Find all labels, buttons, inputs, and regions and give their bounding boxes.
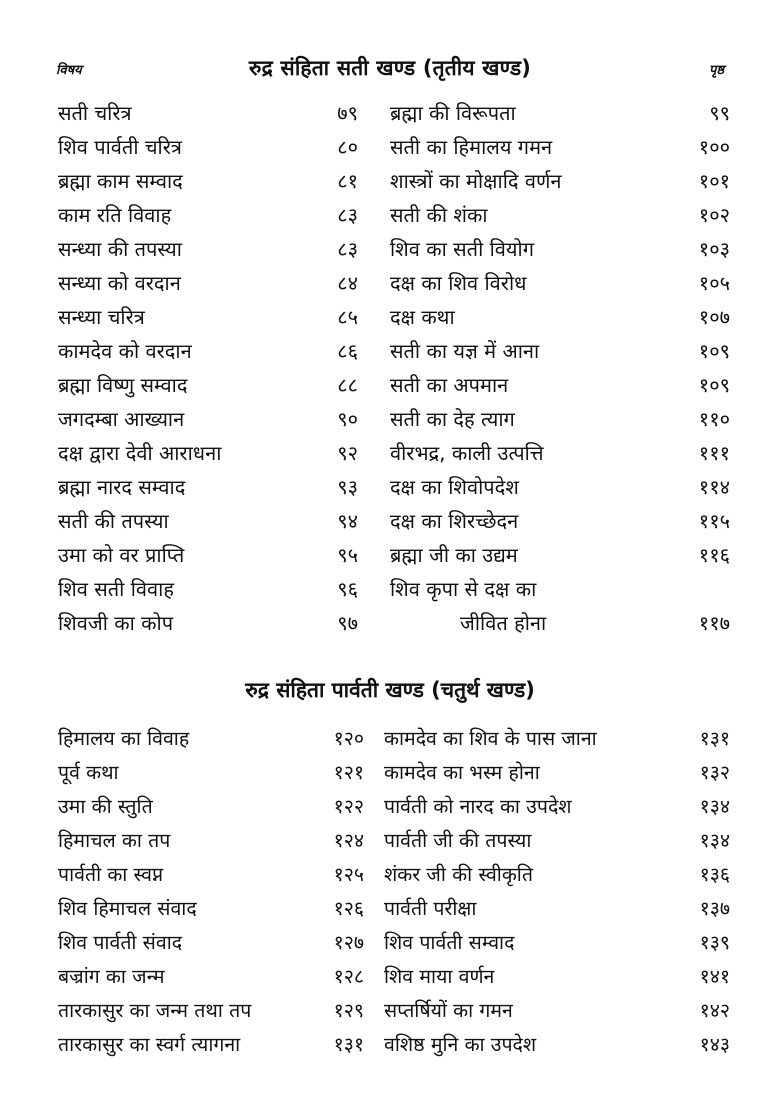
index-entry bbox=[390, 538, 730, 572]
entry-page: ११० bbox=[698, 407, 730, 431]
entry-topic: ब्रह्मा जी का उद्यम bbox=[390, 543, 518, 567]
topic-column-label: विषय bbox=[56, 63, 82, 78]
index-entry bbox=[58, 198, 358, 232]
entry-topic: सती का यज्ञ में आना bbox=[390, 339, 540, 363]
entry-topic: जगदम्बा आख्यान bbox=[58, 407, 185, 431]
entry-page: १०० bbox=[698, 135, 730, 159]
entry-page: १०९ bbox=[698, 373, 730, 397]
index-entry bbox=[384, 722, 730, 756]
parvati-khand-left-column bbox=[58, 722, 364, 1062]
entry-page: १२९ bbox=[333, 999, 364, 1022]
entry-page: ७९ bbox=[337, 101, 358, 125]
entry-topic: पार्वती का स्वप्न bbox=[58, 863, 164, 886]
entry-page: १४१ bbox=[699, 965, 730, 988]
index-entry bbox=[58, 266, 358, 300]
entry-page: ८८ bbox=[337, 373, 358, 397]
page-column-label: पृष्ठ bbox=[708, 63, 724, 78]
entry-topic: सन्ध्या की तपस्या bbox=[58, 237, 182, 261]
entry-topic: शास्त्रों का मोक्षादि वर्णन bbox=[390, 169, 562, 193]
entry-page: १२५ bbox=[333, 863, 364, 886]
entry-page: ८४ bbox=[337, 271, 358, 295]
index-entry bbox=[58, 606, 358, 640]
entry-topic: शिव सती विवाह bbox=[58, 577, 174, 601]
index-entry bbox=[384, 858, 730, 892]
entry-topic: सन्ध्या चरित्र bbox=[58, 305, 145, 329]
index-entry bbox=[390, 402, 730, 436]
entry-page: ११४ bbox=[698, 475, 730, 499]
index-entry bbox=[58, 824, 364, 858]
index-entry bbox=[384, 756, 730, 790]
index-entry bbox=[58, 470, 358, 504]
sati-khand-left-column bbox=[58, 96, 358, 640]
sati-khand-index bbox=[58, 96, 730, 640]
entry-page: १०९ bbox=[698, 339, 730, 363]
index-entry bbox=[58, 402, 358, 436]
entry-topic: दक्ष द्वारा देवी आराधना bbox=[58, 441, 222, 465]
entry-page: ८६ bbox=[337, 339, 358, 363]
entry-page: ८५ bbox=[337, 305, 358, 329]
sati-khand-right-column bbox=[390, 96, 730, 640]
index-entry bbox=[390, 198, 730, 232]
entry-topic: कामदेव का भस्म होना bbox=[384, 761, 540, 784]
entry-page: १३६ bbox=[699, 863, 730, 886]
entry-page: ८३ bbox=[337, 237, 358, 261]
entry-page: १०३ bbox=[698, 237, 730, 261]
index-entry bbox=[390, 470, 730, 504]
entry-topic: हिमाचल का तप bbox=[58, 829, 171, 852]
index-entry bbox=[58, 538, 358, 572]
index-entry bbox=[58, 436, 358, 470]
entry-page: १०१ bbox=[698, 169, 730, 193]
entry-page: १३१ bbox=[699, 727, 730, 750]
entry-page: १२२ bbox=[333, 795, 364, 818]
entry-topic: सप्तर्षियों का गमन bbox=[384, 999, 513, 1022]
entry-topic: उमा की स्तुति bbox=[58, 795, 153, 818]
entry-topic: बज्रांग का जन्म bbox=[58, 965, 165, 988]
index-entry bbox=[58, 232, 358, 266]
index-entry bbox=[58, 334, 358, 368]
entry-topic: ब्रह्मा की विरूपता bbox=[390, 101, 516, 125]
entry-page: १३४ bbox=[699, 829, 730, 852]
entry-topic: पूर्व कथा bbox=[58, 761, 119, 784]
index-entry bbox=[384, 994, 730, 1028]
entry-topic: तारकासुर का जन्म तथा तप bbox=[58, 999, 252, 1022]
entry-page: १०७ bbox=[698, 305, 730, 329]
entry-topic: पार्वती को नारद का उपदेश bbox=[384, 795, 572, 818]
index-entry bbox=[58, 368, 358, 402]
index-entry bbox=[58, 858, 364, 892]
entry-page: ९३ bbox=[337, 475, 358, 499]
entry-page: १४२ bbox=[699, 999, 730, 1022]
entry-page: ११७ bbox=[698, 611, 730, 635]
index-entry bbox=[58, 300, 358, 334]
entry-topic: शंकर जी की स्वीकृति bbox=[384, 863, 533, 886]
entry-topic: सती का अपमान bbox=[390, 373, 509, 397]
index-entry bbox=[384, 892, 730, 926]
entry-page: १११ bbox=[698, 441, 730, 465]
entry-page: १३४ bbox=[699, 795, 730, 818]
index-entry bbox=[58, 130, 358, 164]
entry-topic: दक्ष का शिरच्छेदन bbox=[390, 509, 519, 533]
entry-page: १०२ bbox=[698, 203, 730, 227]
entry-topic: शिव कृपा से दक्ष का bbox=[390, 577, 537, 601]
entry-topic: तारकासुर का स्वर्ग त्यागना bbox=[58, 1033, 241, 1056]
entry-page: ९६ bbox=[337, 577, 358, 601]
entry-page: ११६ bbox=[698, 543, 730, 567]
index-entry bbox=[384, 790, 730, 824]
entry-page: १२४ bbox=[333, 829, 364, 852]
index-entry bbox=[58, 892, 364, 926]
entry-topic: सती का हिमालय गमन bbox=[390, 135, 553, 159]
entry-topic: सती की शंका bbox=[390, 203, 488, 227]
entry-page: १०५ bbox=[698, 271, 730, 295]
entry-topic: वीरभद्र, काली उत्पत्ति bbox=[390, 441, 544, 465]
entry-page: ९५ bbox=[337, 543, 358, 567]
entry-topic: ब्रह्मा काम सम्वाद bbox=[58, 169, 183, 193]
entry-topic: दक्ष का शिव विरोध bbox=[390, 271, 527, 295]
entry-topic: शिवजी का कोप bbox=[58, 611, 174, 635]
index-entry bbox=[390, 300, 730, 334]
parvati-khand-index bbox=[58, 722, 730, 1062]
index-entry bbox=[384, 960, 730, 994]
entry-topic: सन्ध्या को वरदान bbox=[58, 271, 181, 295]
index-entry bbox=[390, 130, 730, 164]
entry-topic: शिव पार्वती सम्वाद bbox=[384, 931, 515, 954]
entry-page: ९० bbox=[337, 407, 358, 431]
index-entry bbox=[58, 926, 364, 960]
entry-page: ९७ bbox=[337, 611, 358, 635]
section-title-parvati-khand: रुद्र संहिता पार्वती खण्ड (चतुर्थ खण्ड) bbox=[245, 678, 535, 702]
entry-topic: ब्रह्मा नारद सम्वाद bbox=[58, 475, 186, 499]
entry-topic: हिमालय का विवाह bbox=[58, 727, 190, 750]
entry-page: १३९ bbox=[699, 931, 730, 954]
entry-topic: दक्ष का शिवोपदेश bbox=[390, 475, 519, 499]
entry-topic: कामदेव को वरदान bbox=[58, 339, 192, 363]
entry-topic: शिव हिमाचल संवाद bbox=[58, 897, 197, 920]
parvati-khand-right-column bbox=[384, 722, 730, 1062]
entry-page: ८० bbox=[337, 135, 358, 159]
entry-page: १३१ bbox=[333, 1033, 364, 1056]
entry-topic: उमा को वर प्राप्ति bbox=[58, 543, 185, 567]
entry-page: १३२ bbox=[699, 761, 730, 784]
index-entry bbox=[390, 164, 730, 198]
index-entry bbox=[58, 572, 358, 606]
index-entry bbox=[58, 960, 364, 994]
entry-topic: शिव माया वर्णन bbox=[384, 965, 495, 988]
entry-topic: सती का देह त्याग bbox=[390, 407, 515, 431]
index-entry bbox=[390, 572, 730, 606]
index-entry bbox=[384, 926, 730, 960]
entry-page: ८१ bbox=[337, 169, 358, 193]
entry-page: १२८ bbox=[333, 965, 364, 988]
section-title-sati-khand: रुद्र संहिता सती खण्ड (तृतीय खण्ड) bbox=[248, 56, 532, 80]
entry-topic: ब्रह्मा विष्णु सम्वाद bbox=[58, 373, 188, 397]
entry-page: ९४ bbox=[337, 509, 358, 533]
index-entry bbox=[58, 504, 358, 538]
entry-page: ८३ bbox=[337, 203, 358, 227]
index-entry bbox=[390, 436, 730, 470]
index-entry bbox=[58, 994, 364, 1028]
entry-page: १२१ bbox=[333, 761, 364, 784]
entry-page: ९२ bbox=[337, 441, 358, 465]
index-entry bbox=[390, 334, 730, 368]
entry-page: १२६ bbox=[333, 897, 364, 920]
entry-page: १४३ bbox=[699, 1033, 730, 1056]
index-entry bbox=[390, 96, 730, 130]
index-entry bbox=[58, 790, 364, 824]
entry-topic: शिव पार्वती चरित्र bbox=[58, 135, 182, 159]
entry-topic: कामदेव का शिव के पास जाना bbox=[384, 727, 597, 750]
entry-topic: वशिष्ठ मुनि का उपदेश bbox=[384, 1033, 537, 1056]
index-entry bbox=[390, 606, 730, 640]
entry-topic: पार्वती परीक्षा bbox=[384, 897, 477, 920]
index-entry bbox=[58, 722, 364, 756]
entry-page: ९९ bbox=[709, 101, 730, 125]
index-entry bbox=[58, 164, 358, 198]
index-entry bbox=[390, 266, 730, 300]
entry-page: १३७ bbox=[699, 897, 730, 920]
index-entry bbox=[58, 1028, 364, 1062]
index-entry bbox=[384, 824, 730, 858]
entry-page: १२० bbox=[333, 727, 364, 750]
entry-topic: सती की तपस्या bbox=[58, 509, 169, 533]
entry-topic: पार्वती जी की तपस्या bbox=[384, 829, 532, 852]
index-entry bbox=[384, 1028, 730, 1062]
index-entry bbox=[390, 232, 730, 266]
entry-topic: शिव का सती वियोग bbox=[390, 237, 534, 261]
index-entry bbox=[390, 368, 730, 402]
page-header bbox=[0, 54, 780, 84]
entry-page: १२७ bbox=[333, 931, 364, 954]
entry-page: ११५ bbox=[698, 509, 730, 533]
index-entry bbox=[390, 504, 730, 538]
index-entry bbox=[58, 756, 364, 790]
entry-topic: शिव पार्वती संवाद bbox=[58, 931, 183, 954]
entry-topic: दक्ष कथा bbox=[390, 305, 455, 329]
entry-topic: सती चरित्र bbox=[58, 101, 132, 125]
entry-topic: काम रति विवाह bbox=[58, 203, 172, 227]
entry-topic: जीवित होना bbox=[460, 611, 547, 635]
index-entry bbox=[58, 96, 358, 130]
